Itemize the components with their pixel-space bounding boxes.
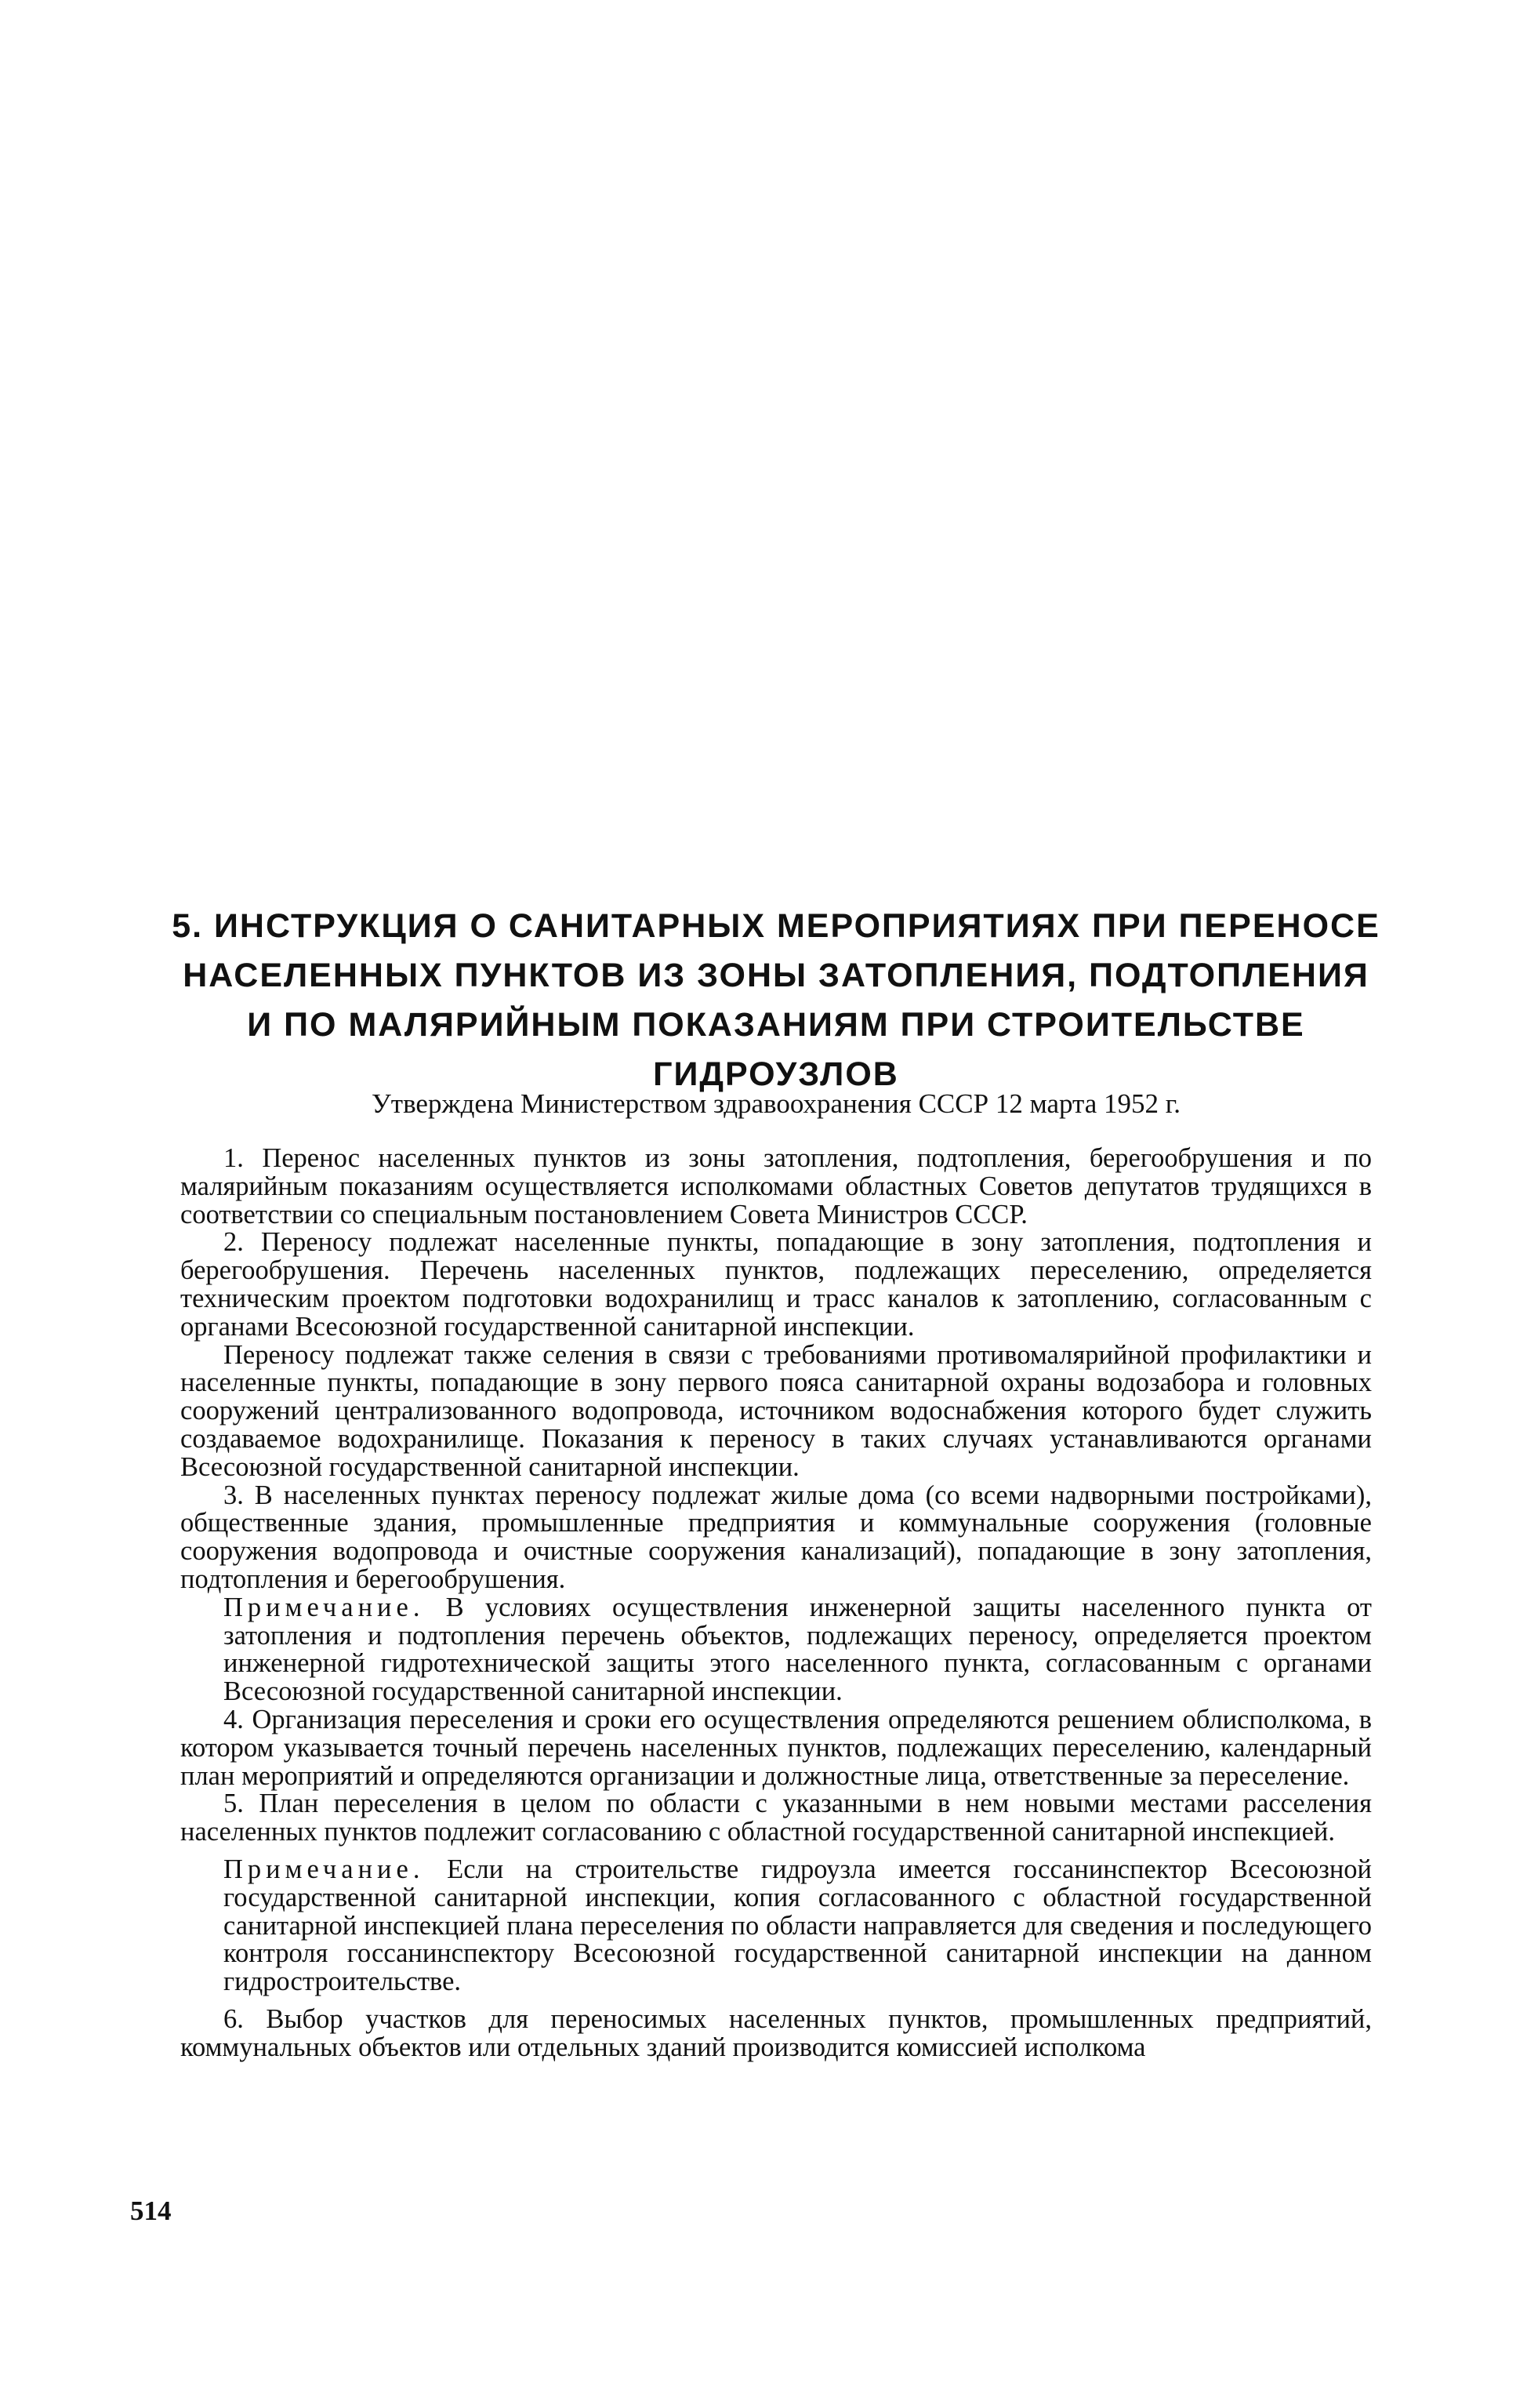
note-2-label: Примечание. — [223, 1854, 425, 1884]
title-line-2: НАСЕЛЕННЫХ ПУНКТОВ ИЗ ЗОНЫ ЗАТОПЛЕНИЯ, ПОДТОПЛЕНИЯ — [183, 957, 1369, 994]
paragraph-3: 3. В населенных пунктах переносу подлежат жилые дома (со всеми надворными постройками), общественные здания, промышленные предприятия и коммунальные сооружения (головные сооружения водопровода и очистные сооружения канализаций), попадающие в зону затопления, подтопления и берегообрушения. — [180, 1480, 1372, 1594]
approval-line: Утверждена Министерством здравоохранения СССР 12 марта 1952 г. — [372, 1088, 1181, 1119]
title-line-1: 5. ИНСТРУКЦИЯ О САНИТАРНЫХ МЕРОПРИЯТИЯХ ПРИ ПЕРЕНОСЕ — [172, 907, 1380, 945]
note-1-label: Примечание. — [223, 1592, 425, 1622]
note-1-text: В условиях осуществления инженерной защиты населенного пункта от затопления и подтопления перечень объектов, подлежащих переносу, определяется проектом инженерной гидротехнической защиты этого населенного пункта, согласованным с органами Всесоюзной государственной санитарной инспекции. — [223, 1592, 1372, 1707]
document-title — [149, 902, 1403, 1099]
paragraph-4: 4. Организация переселения и сроки его осуществления определяются решением облисполкома, в котором указывается точный перечень населенных пунктов, подлежащих переселению, календарный план мероприятий и определяются организации и должностные лица, ответственные за переселение. — [180, 1704, 1372, 1791]
page-number: 514 — [130, 2196, 172, 2226]
paragraph-6: 6. Выбор участков для переносимых населенных пунктов, промышленных предприятий, коммунальных объектов или отдельных зданий производится комиссией исполкома — [180, 2003, 1372, 2062]
title-line-3: И ПО МАЛЯРИЙНЫМ ПОКАЗАНИЯМ ПРИ СТРОИТЕЛЬСТВЕ — [247, 1006, 1305, 1044]
note-1 — [223, 1594, 1372, 1706]
note-2 — [223, 1856, 1372, 1996]
document-body — [180, 1145, 1372, 2062]
note-2-text: Если на строительстве гидроузла имеется госсанинспектор Всесоюзной государственной санитарной инспекции, копия согласованного с областной государственной санитарной инспекцией плана переселения по области направляется для сведения и последующего контроля госсанинспектору Всесоюзной государственной санитарной инспекции на данном гидростроительстве. — [223, 1854, 1372, 1997]
paragraph-5: 5. План переселения в целом по области с указанными в нем новыми местами расселения населенных пунктов подлежит согласованию с областной государственной санитарной инспекцией. — [180, 1789, 1372, 1847]
paragraph-2: 2. Переносу подлежат населенные пункты, попадающие в зону затопления, подтопления и берегообрушения. Перечень населенных пунктов, подлежащих переселению, определяется техническим проектом подготовки водохранилищ и трасс каналов к затоплению, согласованным с органами Всесоюзной государственной санитарной инспекции. — [180, 1227, 1372, 1342]
title-line-4: ГИДРОУЗЛОВ — [653, 1055, 899, 1093]
paragraph-1: 1. Перенос населенных пунктов из зоны затопления, подтопления, берегообрушения и по малярийным показаниям осуществляется исполкомами областных Советов депутатов трудящихся в соответствии со специальным постановлением Совета Министров СССР. — [180, 1143, 1372, 1229]
paragraph-2-continued: Переносу подлежат также селения в связи с требованиями противомалярийной профилактики и населенные пункты, попадающие в зону первого пояса санитарной охраны водозабора и головных сооружений централизованного водопровода, источником водоснабжения которого будет служить создаваемое водохранилище. Показания к переносу в таких случаях устанавливаются органами Всесоюзной государственной санитарной инспекции. — [180, 1339, 1372, 1482]
